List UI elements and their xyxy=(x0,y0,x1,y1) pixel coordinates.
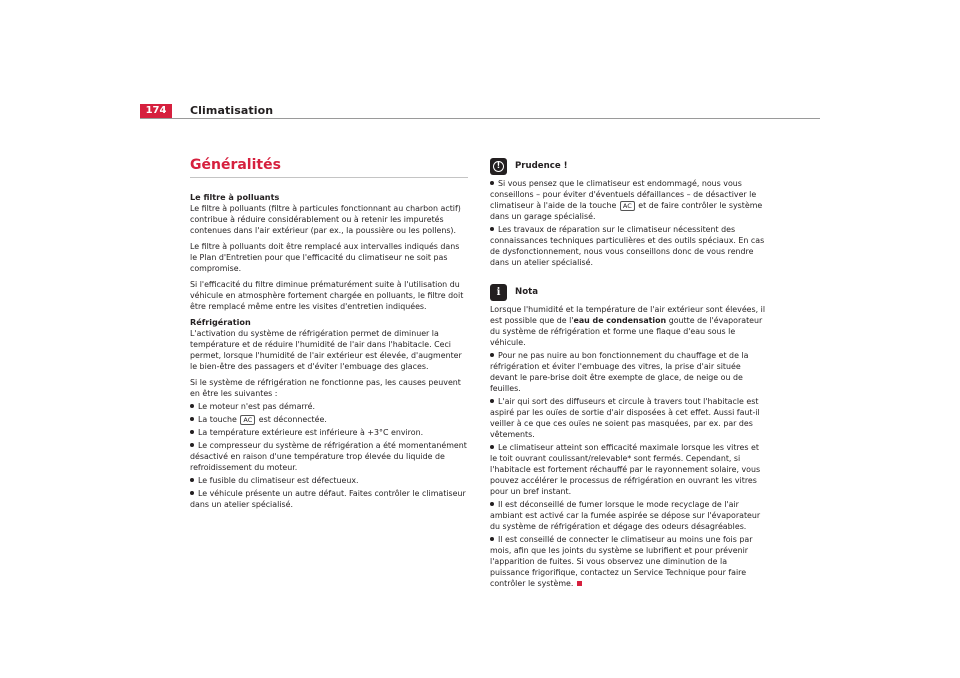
bullet-icon xyxy=(190,417,194,421)
list-item: L'air qui sort des diffuseurs et circule à travers tout l'habitacle est aspiré par les ouïes de sortie d'air disposées à cet effet. Aussi faut-il veiller à ce que ces ouïes ne soient pas masquées, par ex. par des vêtements. xyxy=(490,397,760,439)
bullet-icon xyxy=(190,430,194,434)
page-number: 174 xyxy=(140,104,172,118)
caution-list xyxy=(490,178,766,268)
causes-list xyxy=(190,401,468,510)
warning-icon: ! xyxy=(490,158,507,175)
bullet-icon xyxy=(190,478,194,482)
refrigeration-paragraph-2: Si le système de réfrigération ne fonctionne pas, les causes peuvent en être les suivantes : xyxy=(190,378,461,398)
bullet-icon xyxy=(490,537,494,541)
list-item: La température extérieure est inférieure à +3°C environ. xyxy=(190,427,468,438)
list-item: Il est déconseillé de fumer lorsque le mode recyclage de l'air ambiant est activé car la fumée aspirée se dépose sur l'évaporateur du système de réfrigération et dégage des odeurs désagréables. xyxy=(490,500,761,531)
bullet-icon xyxy=(490,502,494,506)
bullet-icon xyxy=(490,181,494,185)
bullet-icon xyxy=(190,491,194,495)
bullet-icon xyxy=(190,443,194,447)
list-item: Le climatiseur atteint son efficacité maximale lorsque les vitres et le toit ouvrant coulissant/relevable* sont fermés. Cependant, si l'habitacle est fortement réchauffé par le rayonnement solaire, vous pouvez accélérer le processus de réfrigération en ouvrant les vitres pour un bref instant. xyxy=(490,443,761,496)
left-column xyxy=(190,156,468,512)
end-of-section-icon xyxy=(577,581,582,586)
filter-paragraph-2: Le filtre à polluants doit être remplacé aux intervalles indiqués dans le Plan d'Entretien pour que l'efficacité du climatiseur ne soit pas compromise. xyxy=(190,242,460,273)
section-title: Généralités xyxy=(190,156,468,178)
list-item: Pour ne pas nuire au bon fonctionnement du chauffage et de la réfrigération et éviter l'embuage des vitres, la prise d'air située devant le pare-brise doit être exempte de glace, de neige ou de feuilles. xyxy=(490,351,749,393)
refrigeration-paragraph-1: L'activation du système de réfrigération permet de diminuer la température et de réduire l'humidité de l'air dans l'habitacle. Ceci permet, lorsque l'humidité de l'air extérieur est élevée, d'augmenter le bien-être des passagers et d'éviter l'embuage des glaces. xyxy=(190,329,462,371)
list-item: Si vous pensez que le climatiseur est endommagé, nous vous conseillons – pour éviter d'éventuels défaillances – de désactiver le climatiseur à l'aide de la touche AC et de faire contrôler le système dans un garage spécialisé. xyxy=(490,179,763,221)
left-body xyxy=(190,192,468,510)
ac-key-icon: AC xyxy=(240,415,255,425)
info-icon: i xyxy=(490,284,507,301)
bullet-icon xyxy=(490,227,494,231)
filter-heading: Le filtre à polluants xyxy=(190,192,280,202)
condensation-term: eau de condensation xyxy=(573,316,667,325)
caution-header xyxy=(490,156,766,176)
note-title: Nota xyxy=(515,287,539,297)
filter-paragraph-1: Le filtre à polluants (filtre à particules fonctionnant au charbon actif) contribue à réduire considérablement ou à retenir les impuretés contenues dans l'air extérieur (par ex., la poussière ou les pollens). xyxy=(190,204,461,235)
caution-title: Prudence ! xyxy=(515,161,568,171)
note-header xyxy=(490,282,766,302)
filter-paragraph-3: Si l'efficacité du filtre diminue prématurément suite à l'utilisation du véhicule en atmosphère fortement chargée en polluants, le filtre doit être remplacé même entre les visites d'entretien indiquées. xyxy=(190,280,464,311)
list-item: Le fusible du climatiseur est défectueux. xyxy=(190,475,468,486)
ac-key-icon: AC xyxy=(620,201,635,211)
note-body xyxy=(490,304,766,589)
list-item: Le compresseur du système de réfrigération a été momentanément désactivé en raison d'une température trop élevée du liquide de refroidissement du moteur. xyxy=(190,441,467,472)
bullet-icon xyxy=(490,445,494,449)
bullet-icon xyxy=(490,353,494,357)
list-item: La touche AC est déconnectée. xyxy=(190,414,468,425)
right-column xyxy=(490,156,766,591)
list-item: Il est conseillé de connecter le climatiseur au moins une fois par mois, afin que les joints du système se lubrifient et pour prévenir l'apparition de fuites. Si vous observez une diminution de la puissance frigorifique, contactez un Service Technique pour faire contrôler le système. xyxy=(490,535,753,588)
list-item: Le moteur n'est pas démarré. xyxy=(190,401,468,412)
note-list xyxy=(490,350,766,589)
bullet-icon xyxy=(490,399,494,403)
list-item: Le véhicule présente un autre défaut. Faites contrôler le climatiseur dans un atelier spécialisé. xyxy=(190,489,466,509)
header-divider xyxy=(140,118,820,119)
refrigeration-heading: Réfrigération xyxy=(190,317,251,327)
note-intro: Lorsque l'humidité et la température de l'air extérieur sont élevées, il est possible que de l'eau de condensation goutte de l'évaporateur du système de réfrigération et forme une flaque d'eau sous le véhicule. xyxy=(490,305,766,347)
chapter-title: Climatisation xyxy=(190,104,274,117)
bullet-icon xyxy=(190,404,194,408)
list-item: Les travaux de réparation sur le climatiseur nécessitent des connaissances techniques particulières et des outils spéciaux. En cas de dysfonctionnement, nous vous conseillons donc de vous rendre dans un atelier spécialisé. xyxy=(490,225,765,267)
